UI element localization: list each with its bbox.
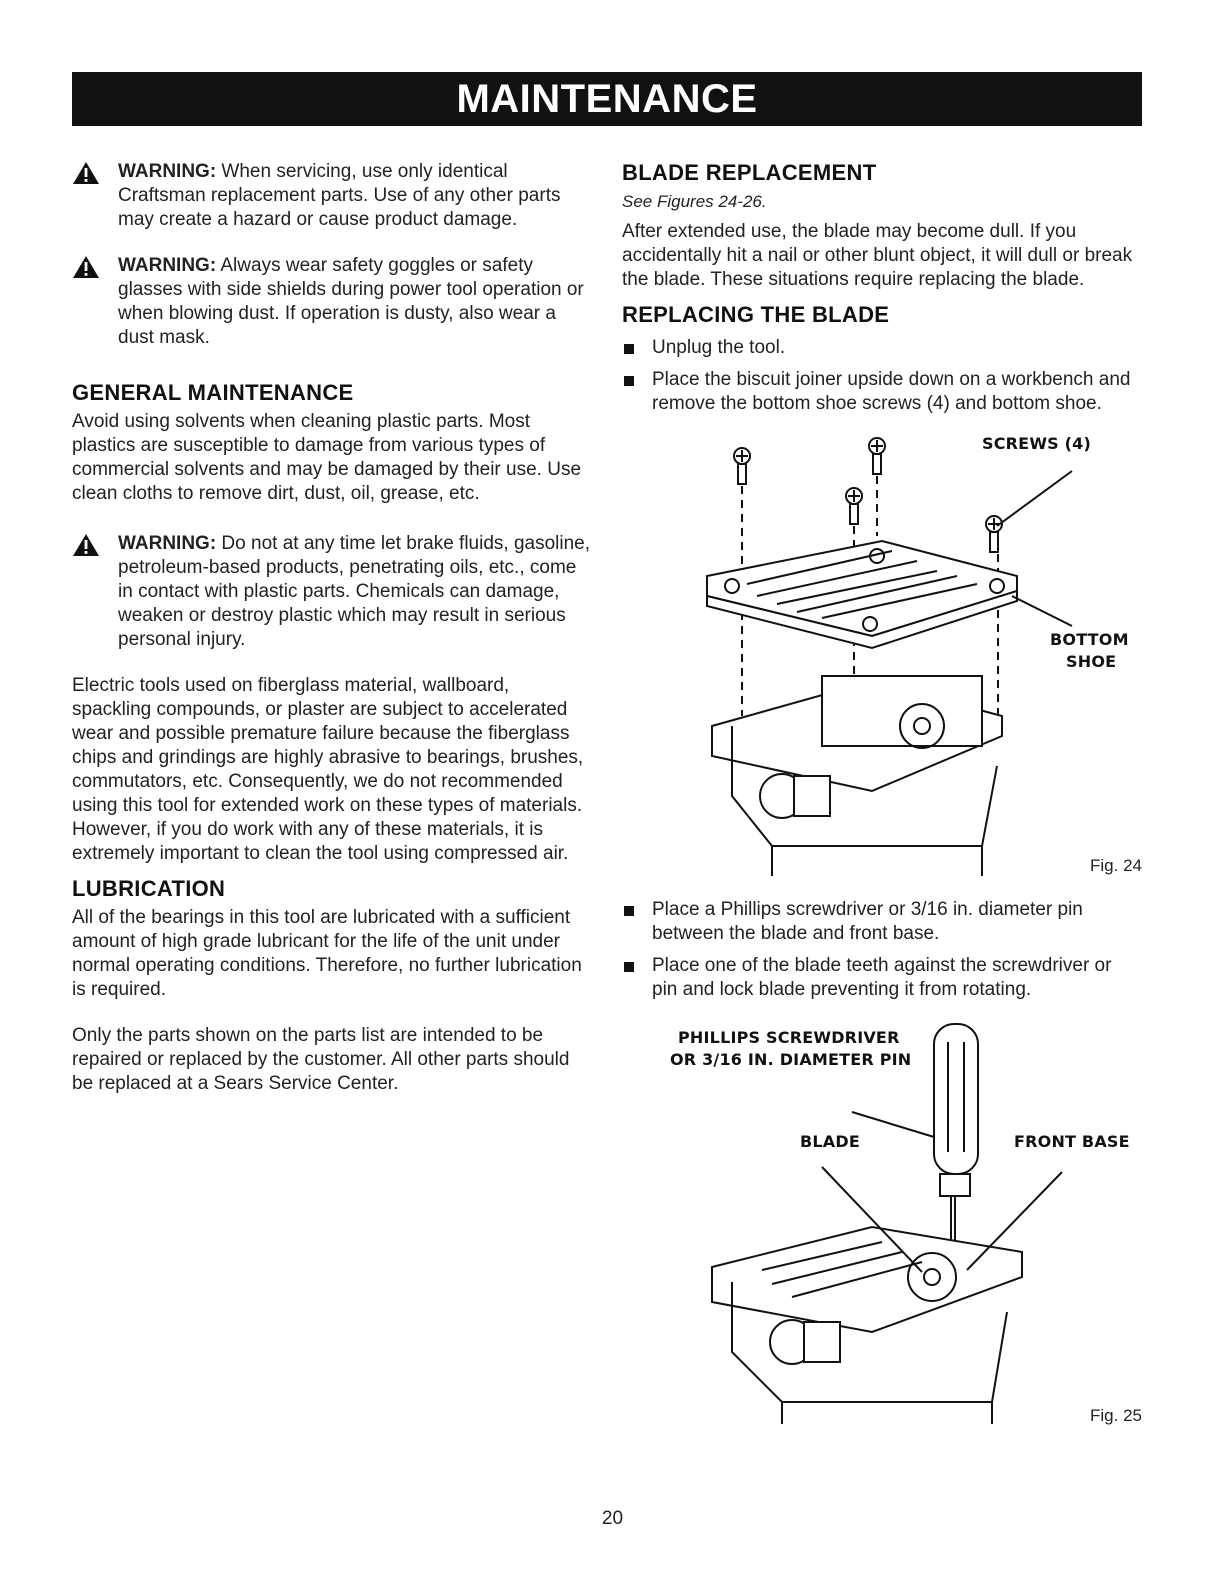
figure-24 (622, 426, 1142, 886)
warning-block (72, 532, 592, 652)
section-banner: MAINTENANCE (72, 72, 1142, 126)
warning-text: When servicing, use only identical Craftsman replacement parts. Use of any other parts may create a hazard or cause product damage. (118, 161, 561, 230)
list-item (622, 368, 1142, 416)
figure-caption: Fig. 25 (1090, 1406, 1142, 1425)
replacing-blade-heading: REPLACING THE BLADE (622, 302, 890, 327)
left-column (72, 160, 592, 1110)
right-column (622, 160, 1142, 1432)
screwdriver-callout-line1: PHILLIPS SCREWDRIVER (678, 1028, 900, 1047)
bullet-square-icon (624, 962, 634, 972)
screw-icon (734, 448, 750, 484)
lubrication-heading: LUBRICATION (72, 876, 226, 901)
warning-triangle-icon (72, 161, 100, 185)
warning-label: WARNING: (118, 161, 217, 182)
bullet-square-icon (624, 344, 634, 354)
warning-label: WARNING: (118, 255, 217, 276)
blade-callout: BLADE (800, 1132, 860, 1151)
bottom-shoe-illustration (622, 426, 1142, 886)
blade-replacement-heading: BLADE REPLACEMENT (622, 160, 877, 185)
warning-text: Always wear safety goggles or safety glasses with side shields during power tool operation or when blowing dust. If operation is dusty, also wear a dust mask. (118, 255, 584, 348)
page-number: 20 (601, 1508, 624, 1529)
step-text: Unplug the tool. (652, 337, 786, 358)
warning-text: Do not at any time let brake fluids, gasoline, petroleum-based products, penetrating oils, etc., come in contact with plastic parts. Chemicals can damage, weaken or destroy plastic which may result in serious personal injury. (118, 533, 591, 650)
front-base-callout: FRONT BASE (1014, 1132, 1130, 1151)
warning-triangle-icon (72, 533, 100, 557)
figure-caption: Fig. 24 (1090, 856, 1142, 875)
step-text: Place the biscuit joiner upside down on a workbench and remove the bottom shoe screws (4) and bottom shoe. (652, 369, 1131, 414)
warning-block (72, 160, 592, 232)
general-maintenance-paragraph: Avoid using solvents when cleaning plastic parts. Most plastics are susceptible to damage from various types of commercial solvents and may be damaged by their use. Use clean cloths to remove dirt, dust, oil, grease, etc. (72, 411, 582, 504)
general-maintenance-heading: GENERAL MAINTENANCE (72, 380, 354, 405)
lubrication-paragraph: All of the bearings in this tool are lubricated with a sufficient amount of high grade lubricant for the life of the unit under normal operating conditions. Therefore, no further lubrication is required. (72, 907, 582, 1000)
warning-block (72, 254, 592, 350)
figure-25 (622, 1012, 1142, 1432)
figure-reference: See Figures 24-26. (622, 192, 767, 211)
steps-list (622, 898, 1142, 1002)
warning-triangle-icon (72, 255, 100, 279)
steps-list (622, 336, 1142, 416)
bullet-square-icon (624, 906, 634, 916)
step-text: Place one of the blade teeth against the screwdriver or pin and lock blade preventing it from rotating. (652, 955, 1112, 1000)
screwdriver-callout-line2: OR 3/16 IN. DIAMETER PIN (670, 1050, 912, 1069)
screws-callout: SCREWS (4) (982, 434, 1092, 453)
blade-lock-illustration (622, 1012, 1142, 1432)
bottom-shoe-callout-line2: SHOE (1066, 652, 1117, 671)
warning-label: WARNING: (118, 533, 217, 554)
blade-replacement-paragraph: After extended use, the blade may become dull. If you accidentally hit a nail or other blunt object, it will dull or break the blade. These situations require replacing the blade. (622, 221, 1133, 290)
list-item (622, 898, 1142, 946)
fiberglass-paragraph: Electric tools used on fiberglass material, wallboard, spackling compounds, or plaster are subject to accelerated wear and possible premature failure because the fiberglass chips and grindings are highly abrasive to bearings, brushes, commutators, etc. Consequently, we do not recommended using this tool for extended work on these types of materials. However, if you do work with any of these materials, it is extremely important to clean the tool using compressed air. (72, 675, 584, 864)
list-item (622, 336, 1142, 360)
step-text: Place a Phillips screwdriver or 3/16 in. diameter pin between the blade and front base. (652, 899, 1083, 944)
list-item (622, 954, 1142, 1002)
bullet-square-icon (624, 376, 634, 386)
parts-paragraph: Only the parts shown on the parts list are intended to be repaired or replaced by the customer. All other parts should be replaced at a Sears Service Center. (72, 1025, 570, 1094)
bottom-shoe-callout-line1: BOTTOM (1050, 630, 1129, 649)
